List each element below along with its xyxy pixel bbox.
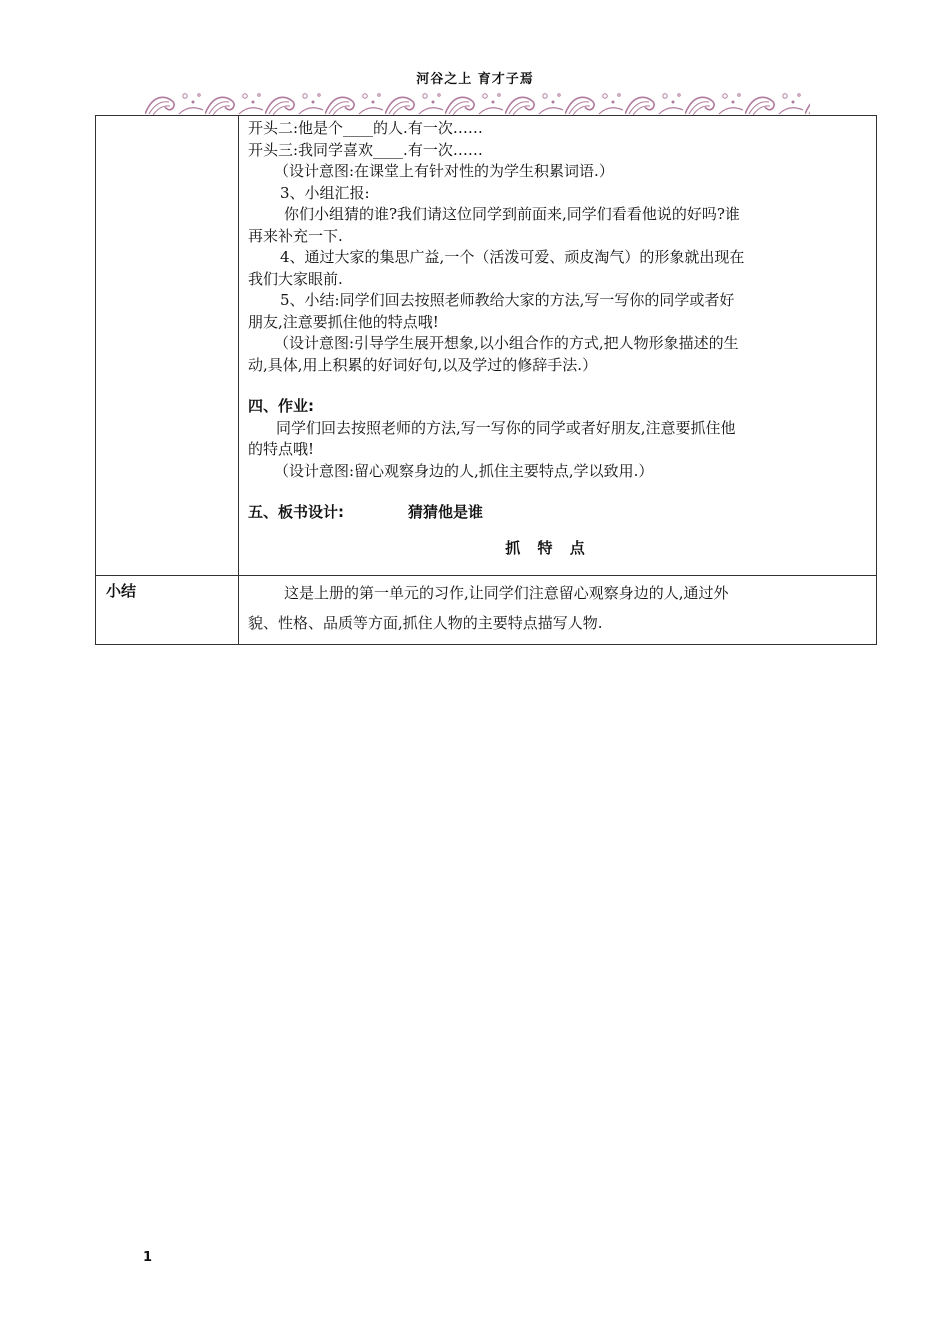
opening-two: 开头二:他是个____的人.有一次……	[248, 119, 483, 137]
wave-banner	[145, 90, 810, 116]
section-homework-heading: 四、作业:	[248, 397, 314, 415]
lesson-content-cell	[239, 116, 877, 576]
header-title: 河谷之上 育才子焉	[416, 72, 534, 87]
step-5-cont: 朋友,注意要抓住他的特点哦!	[248, 312, 439, 331]
board-subtitle: 抓 特 点	[505, 538, 591, 557]
table-row	[96, 576, 877, 645]
board-title: 猜猜他是谁	[408, 503, 484, 521]
summary-label: 小结	[96, 576, 239, 645]
summary-text: 这是上册的第一单元的习作,让同学们注意留心观察身边的人,通过外	[284, 584, 729, 602]
lesson-table	[95, 115, 877, 645]
step-3-text-cont: 再来补充一下.	[248, 226, 343, 245]
opening-three: 开头三:我同学喜欢____.有一次……	[248, 140, 483, 159]
step-4-cont: 我们大家眼前.	[248, 269, 343, 288]
page-number: 1	[143, 1250, 153, 1265]
table-row	[96, 116, 877, 576]
section-board-heading: 五、板书设计:	[248, 503, 344, 521]
step-3-text: 你们小组猜的谁?我们请这位同学到前面来,同学们看看他说的好吗?谁	[284, 205, 740, 223]
homework-text: 同学们回去按照老师的方法,写一写你的同学或者好朋友,注意要抓住他	[276, 418, 736, 437]
step-5: 5、小结:同学们回去按照老师教给大家的方法,写一写你的同学或者好	[280, 291, 735, 309]
design-intent-2: （设计意图:引导学生展开想象,以小组合作的方式,把人物形象描述的生	[274, 334, 739, 352]
design-intent-1: （设计意图:在课堂上有针对性的为学生积累词语.）	[274, 162, 614, 180]
row-label-empty	[96, 116, 239, 576]
homework-text-cont: 的特点哦!	[248, 440, 315, 458]
step-4: 4、通过大家的集思广益,一个（活泼可爱、顽皮淘气）的形象就出现在	[280, 248, 745, 266]
summary-cell	[239, 576, 877, 645]
summary-text-cont: 貌、性格、品质等方面,抓住人物的主要特点描写人物.	[248, 614, 603, 632]
design-intent-2-cont: 动,具体,用上积累的好词好句,以及学过的修辞手法.）	[248, 355, 598, 374]
step-3: 3、小组汇报:	[280, 183, 370, 202]
design-intent-3: （设计意图:留心观察身边的人,抓住主要特点,学以致用.）	[274, 461, 654, 480]
